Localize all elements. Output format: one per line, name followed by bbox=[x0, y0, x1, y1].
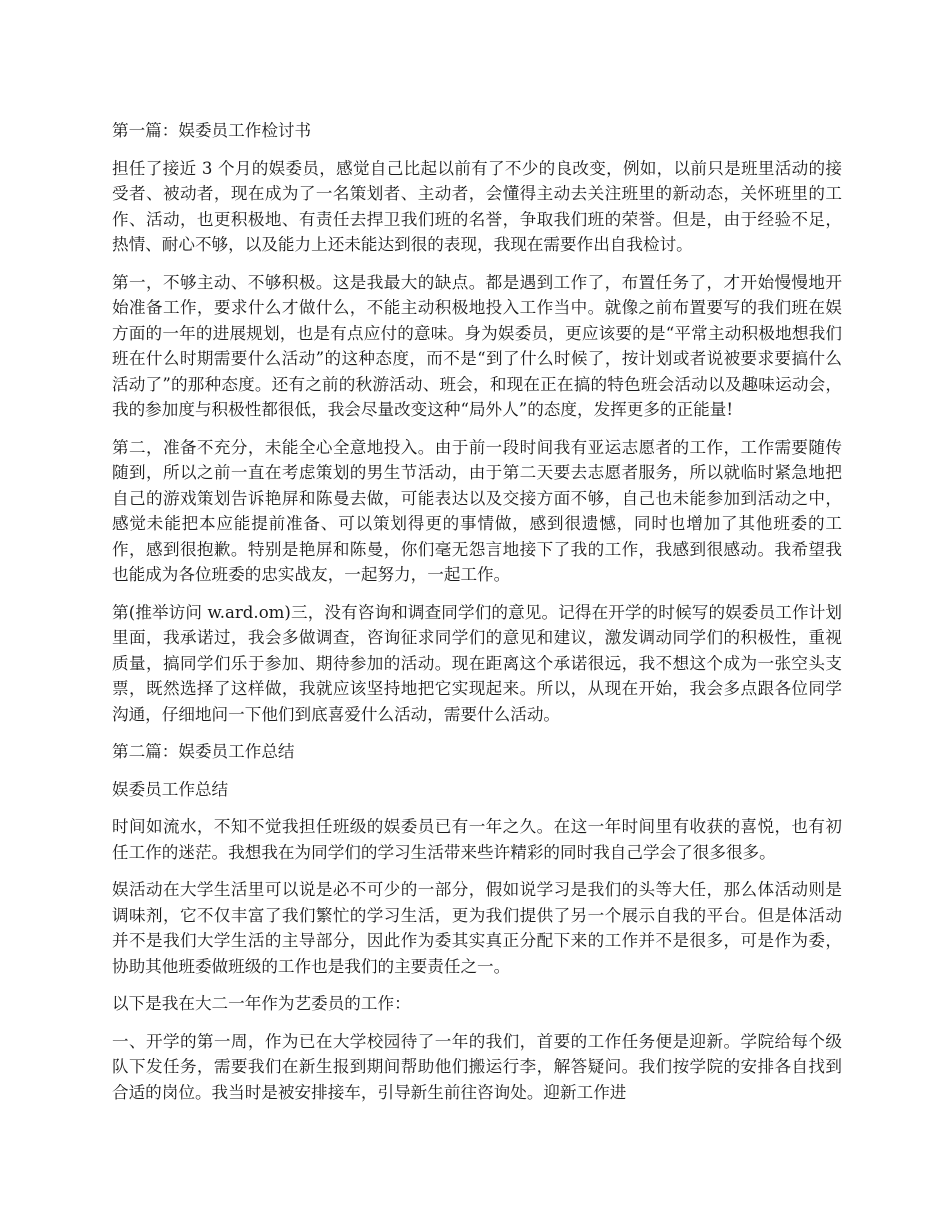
article-1-title: 第一篇：娱委员工作检讨书 bbox=[112, 121, 312, 140]
paragraph-point-3: 第(推举访问 w.ard.om)三，没有咨询和调查同学们的意见。记得在开学的时候写的娱委员工作计划里面，我承诺过，我会多做调查，咨询征求同学们的意见和建议，激发调动同学们的积极性，重视质量，搞同学们乐于参加、期待参加的活动。现在距离这个承诺很远，我不想这个成为一张空头支票，既然选择了这样做，我就应该坚持地把它实现起来。所以，从现在开始，我会多点跟各位同学沟通，仔细地问一下他们到底喜爱什么活动，需要什么活动。 bbox=[112, 602, 842, 724]
article-2-title: 第二篇：娱委员工作总结 bbox=[112, 742, 295, 761]
paragraph-point-2: 第二，准备不充分，未能全心全意地投入。由于前一段时间我有亚运志愿者的工作，工作需要随传随到，所以之前一直在考虑策划的男生节活动，由于第二天要去志愿者服务，所以就临时紧急地把自己的游戏策划告诉艳屏和陈曼去做，可能表达以及交接方面不够，自己也未能参加到活动之中，感觉未能把本应能提前准备、可以策划得更的事情做，感到很遗憾，同时也增加了其他班委的工作，感到很抱歉。特别是艳屏和陈曼，你们毫无怨言地接下了我的工作，我感到很感动。我希望我也能成为各位班委的忠实战友，一起努力，一起工作。 bbox=[112, 437, 842, 584]
paragraph-intro: 担任了接近 3 个月的娱委员，感觉自己比起以前有了不少的良改变，例如，以前只是班里活动的接受者、被动者，现在成为了一名策划者、主动者，会懂得主动去关注班里的新动态，关怀班里的工作、活动，也更积极地、有责任去捍卫我们班的名誉，争取我们班的荣誉。但是，由于经验不足，热情、耐心不够，以及能力上还未能达到很的表现，我现在需要作出自我检讨。 bbox=[112, 158, 842, 254]
paragraph-summary-role: 娱活动在大学生活里可以说是必不可少的一部分，假如说学习是我们的头等大任，那么体活动则是调味剂，它不仅丰富了我们繁忙的学习生活，更为我们提供了另一个展示自我的平台。但是体活动并不是我们大学生活的主导部分，因此作为委其实真正分配下来的工作并不是很多，可是作为委，协助其他班委做班级的工作也是我们的主要责任之一。 bbox=[112, 880, 842, 976]
paragraph-summary-intro: 时间如流水，不知不觉我担任班级的娱委员已有一年之久。在这一年时间里有收获的喜悦，也有初任工作的迷茫。我想我在为同学们的学习生活带来些许精彩的同时我自己学会了很多很多。 bbox=[112, 817, 842, 862]
paragraph-point-1: 第一，不够主动、不够积极。这是我最大的缺点。都是遇到工作了，布置任务了，才开始慢慢地开始准备工作，要求什么才做什么，不能主动积极地投入工作当中。就像之前布置要写的我们班在娱方面的一年的进展规划，也是有点应付的意味。身为娱委员，更应该要的是“平常主动积极地想我们班在什么时期需要什么活动”的这种态度，而不是“到了什么时候了，按计划或者说被要求要搞什么活动了”的那种态度。还有之前的秋游活动、班会，和现在正在搞的特色班会活动以及趣味运动会，我的参加度与积极性都很低，我会尽量改变这种“局外人”的态度，发挥更多的正能量! bbox=[112, 272, 842, 419]
paragraph-summary-item-1: 一、开学的第一周，作为已在大学校园待了一年的我们，首要的工作任务便是迎新。学院给每个级队下发任务，需要我们在新生报到期间帮助他们搬运行李，解答疑问。我们按学院的安排各自找到合适的岗位。我当时是被安排接车，引导新生前往咨询处。迎新工作进 bbox=[112, 1031, 842, 1102]
paragraph-summary-list-intro: 以下是我在大二一年作为艺委员的工作： bbox=[112, 994, 411, 1013]
article-2-subtitle: 娱委员工作总结 bbox=[112, 779, 229, 799]
